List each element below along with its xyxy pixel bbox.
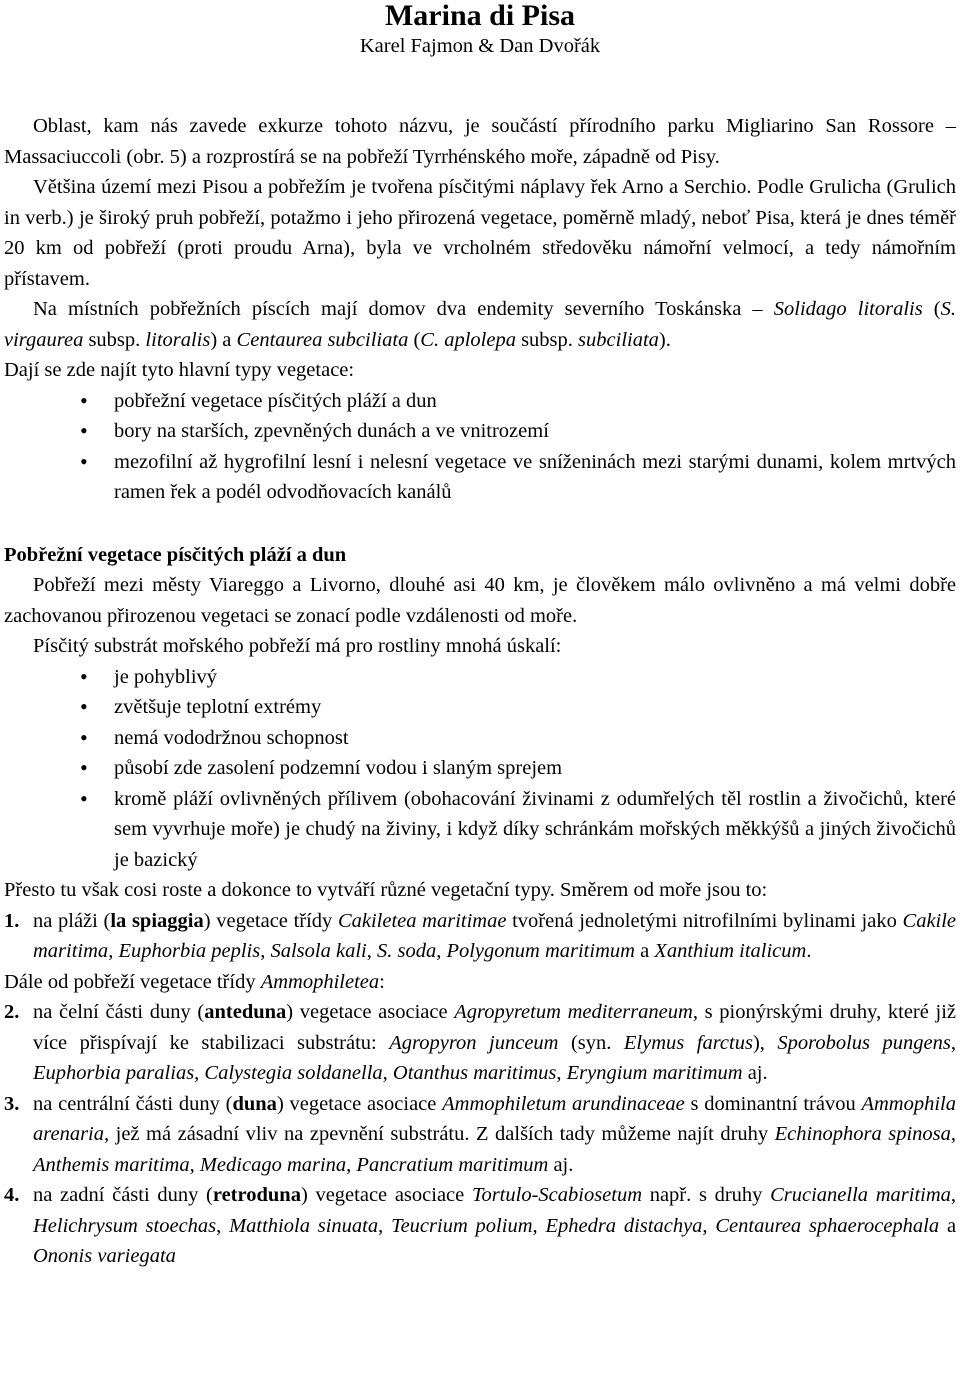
intro-paragraph-2: Většina území mezi Pisou a pobřežím je tvořena písčitými náplavy řek Arno a Serchio. Podle Grulicha (Grulich in verb.) je široký pruh pobřeží, potažmo i jeho přirozená vegetace, poměrně mladý, neboť Pisa, která je dnes téměř 20 km od pobřeží (proti proudu Arna), byla ve vrcholném středověku námořní velmocí, a tedy námořním přístavem.: [4, 176, 956, 290]
list-item: • je pohyblivý: [114, 662, 956, 693]
types-intro: Dají se zde najít tyto hlavní typy vegetace:: [4, 359, 355, 381]
list-item: • nemá vododržnou schopnost: [114, 723, 956, 754]
endemics-paragraph: Na místních pobřežních píscích mají domov dva endemity severního Toskánska – Solidago litoralis (S. virgaurea subsp. litoralis) a Centaurea subciliata (C. aplolepa subsp. subciliata).: [4, 298, 956, 351]
zones-intro: Přesto tu však cosi roste a dokonce to vytváří různé vegetační typy. Směrem od moře jsou to:: [4, 879, 768, 901]
zone-2: 2. na čelní části duny (anteduna) vegetace asociace Agropyretum mediterraneum, s pionýrskými druhy, které již více přispívají ke stabilizaci substrátu: Agropyron junceum (syn. Elymus farctus), Sporobolus pungens, Euphorbia paralias, Calystegia soldanella, Otanthus maritimus, Eryngium maritimum aj.: [4, 1001, 956, 1084]
section-heading: Pobřežní vegetace písčitých pláží a dun: [4, 543, 347, 566]
coast-paragraph: Pobřeží mezi městy Viareggo a Livorno, dlouhé asi 40 km, je člověkem málo ovlivněno a má velmi dobře zachovanou přirozenou vegetaci se zonací podle vzdálenosti od moře.: [4, 574, 956, 627]
vegetation-types-list: [4, 386, 956, 508]
authors: Karel Fajmon & Dan Dvořák: [359, 35, 601, 57]
list-item: • mezofilní až hygrofilní lesní i nelesní vegetace ve sníženinách mezi starými dunami, kolem mrtvých ramen řek a podél odvodňovacích kanálů: [114, 447, 956, 508]
zone-3: 3. na centrální části duny (duna) vegetace asociace Ammophiletum arundinaceae s dominantní trávou Ammophila arenaria, jež má zásadní vliv na zpevnění substrátu. Z dalších tady můžeme najít druhy Echinophora spinosa, Anthemis maritima, Medicago marina, Pancratium maritimum aj.: [4, 1092, 957, 1176]
list-item: • zvětšuje teplotní extrémy: [114, 692, 956, 723]
zone-1: 1. na pláži (la spiaggia) vegetace třídy Cakiletea maritimae tvořená jednoletými nitrofilními bylinami jako Cakile maritima, Euphorbia peplis, Salsola kali, S. soda, Polygonum maritimum a Xanthium italicum.: [4, 909, 957, 962]
list-item: • kromě pláží ovlivněných přílivem (obohacování živinami z odumřelých těl rostlin a živočichů, které sem vyvrhuje moře) je chudý na živiny, i když díky schránkám mořských měkkýšů a jiných živočichů je bazický: [114, 784, 956, 876]
page-title: Marina di Pisa: [384, 0, 575, 32]
list-item: • působí zde zasolení podzemní vodou i slaným sprejem: [114, 753, 956, 784]
list-item: • bory na starších, zpevněných dunách a ve vnitrozemí: [114, 416, 956, 447]
sand-intro: Písčitý substrát mořského pobřeží má pro rostliny mnohá úskalí:: [33, 635, 562, 657]
list-item: • pobřežní vegetace písčitých pláží a dun: [114, 386, 956, 417]
sand-list: [4, 662, 956, 876]
zone-4: 4. na zadní části duny (retroduna) vegetace asociace Tortulo-Scabiosetum např. s druhy Crucianella maritima, Helichrysum stoechas, Matthiola sinuata, Teucrium polium, Ephedra distachya, Centaurea sphaerocephala a Ononis variegata: [4, 1184, 957, 1267]
further-line: Dále od pobřeží vegetace třídy Ammophiletea:: [4, 970, 385, 993]
intro-paragraph-1: Oblast, kam nás zavede exkurze tohoto názvu, je součástí přírodního parku Migliarino San Rossore – Massaciuccoli (obr. 5) a rozprostírá se na pobřeží Tyrrhénského moře, západně od Pisy.: [4, 115, 956, 168]
